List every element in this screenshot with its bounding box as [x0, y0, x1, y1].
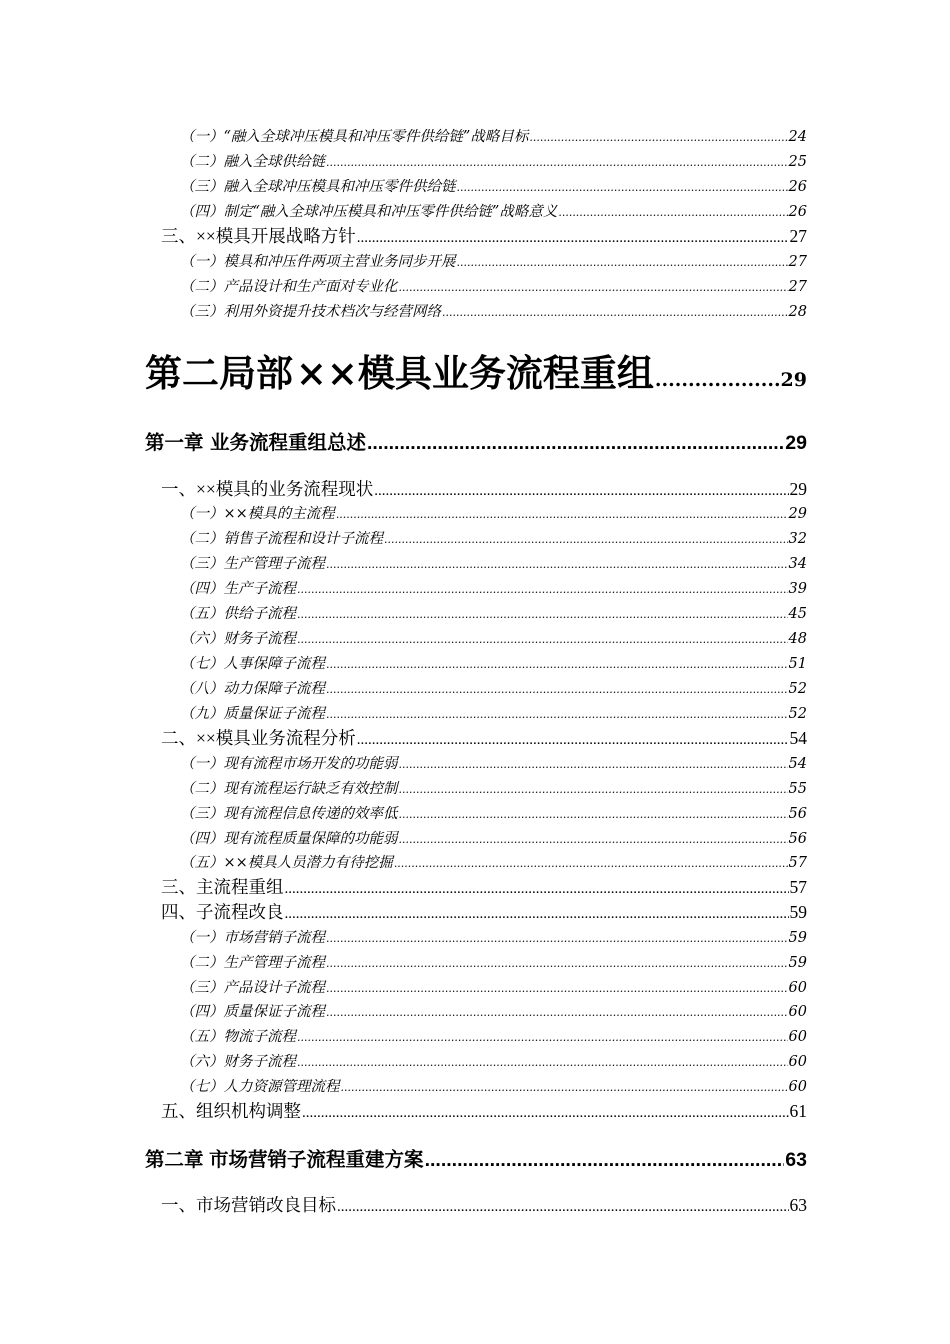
toc-entry-label: （二）现有流程运行缺乏有效控制: [180, 781, 398, 797]
toc-entry[interactable]: [180, 778, 807, 800]
toc-page-number: 59: [789, 902, 807, 922]
toc-chapter-prefix: 第一章: [145, 432, 204, 454]
toc-entry-label: （七）人力资源管理流程: [180, 1079, 340, 1095]
toc-entry-label: （三）现有流程信息传递的效率低: [180, 806, 398, 822]
toc-page-number: 28: [788, 304, 807, 320]
toc-leader-dots: [297, 1051, 788, 1074]
toc-leader-dots: [297, 578, 788, 601]
toc-leader-dots: [326, 678, 788, 701]
toc-page-number: 51: [788, 656, 807, 672]
toc-leader-dots: [558, 201, 787, 224]
toc-page-number: 48: [788, 631, 807, 647]
toc-entry-label: （一）市场营销子流程: [180, 930, 325, 946]
toc-entry[interactable]: [180, 528, 807, 550]
toc-leader-dots: [374, 477, 788, 504]
toc-entry-label: （四）质量保证子流程: [180, 1004, 325, 1020]
toc-entry-label: （一）现有流程市场开发的功能弱: [180, 756, 398, 772]
toc-leader-dots: [297, 1026, 788, 1049]
toc-leader-dots: [326, 151, 788, 174]
toc-page-number: 27: [788, 279, 807, 295]
toc-entry[interactable]: [180, 1026, 807, 1048]
toc-entry[interactable]: [180, 276, 807, 298]
toc-page-number: 63: [785, 1149, 807, 1171]
toc-entry[interactable]: [180, 803, 807, 825]
toc-section-label: 三、××模具开展战略方针: [161, 226, 356, 246]
toc-entry-label: （二）融入全球供给链: [180, 154, 325, 170]
toc-entry[interactable]: [180, 952, 807, 974]
toc-chapter-title: 业务流程重组总述: [209, 432, 366, 454]
toc-page-number: 59: [788, 930, 807, 946]
toc-page-number: 59: [788, 955, 807, 971]
toc-page-number: 26: [788, 179, 807, 195]
toc-section-label: 二、××模具业务流程分析: [161, 728, 356, 748]
toc-entry-label: （三）生产管理子流程: [180, 556, 325, 572]
toc-entry-label: （五）供给子流程: [180, 606, 296, 622]
toc-entry-label: （二）产品设计和生产面对专业化: [180, 279, 398, 295]
toc-leader-dots: [341, 1076, 788, 1099]
toc-section[interactable]: [161, 900, 807, 925]
toc-entry[interactable]: [180, 1001, 807, 1023]
toc-page-number: 29: [785, 432, 807, 454]
toc-leader-dots: [285, 900, 789, 927]
toc-part-heading[interactable]: [145, 348, 807, 398]
toc-page-number: 54: [789, 728, 807, 748]
toc-section-label: 一、市场营销改良目标: [161, 1195, 336, 1215]
toc-entry[interactable]: [180, 603, 807, 625]
toc-entry[interactable]: [180, 1076, 807, 1098]
toc-section-label: 三、主流程重组: [161, 877, 284, 897]
toc-leader-dots: [357, 726, 789, 753]
toc-page-number: 29: [788, 506, 807, 522]
toc-leader-dots: [367, 428, 784, 458]
toc-entry-label: （五）物流子流程: [180, 1029, 296, 1045]
toc-entry[interactable]: [180, 977, 807, 999]
toc-section[interactable]: [161, 1099, 807, 1124]
toc-leader-dots: [399, 803, 788, 826]
toc-page-number: 24: [788, 129, 807, 145]
toc-entry[interactable]: [180, 927, 807, 949]
toc-leader-dots: [425, 1145, 785, 1175]
toc-entry[interactable]: [180, 553, 807, 575]
toc-entry[interactable]: [180, 126, 807, 148]
toc-entry-label: （二）生产管理子流程: [180, 955, 325, 971]
toc-entry[interactable]: [180, 251, 807, 273]
toc-page-number: 39: [788, 581, 807, 597]
toc-entry-label: （一）××模具的主流程: [180, 506, 335, 522]
toc-entry[interactable]: [180, 151, 807, 173]
toc-entry-label: （四）生产子流程: [180, 581, 296, 597]
toc-entry-label: （四）现有流程质量保障的功能弱: [180, 831, 398, 847]
toc-chapter-heading[interactable]: [145, 428, 807, 458]
toc-entry-label: （一）模具和冲压件两项主营业务同步开展: [180, 254, 456, 270]
toc-section[interactable]: [161, 726, 807, 751]
toc-entry[interactable]: [180, 753, 807, 775]
toc-leader-dots: [442, 301, 788, 324]
toc-entry-label: （九）质量保证子流程: [180, 706, 325, 722]
toc-page-number: 32: [788, 531, 807, 547]
toc-leader-dots: [399, 828, 788, 851]
toc-page-number: 52: [788, 681, 807, 697]
toc-entry-label: （八）动力保障子流程: [180, 681, 325, 697]
toc-page-number: 26: [788, 204, 807, 220]
toc-leader-dots: [326, 553, 788, 576]
toc-entry[interactable]: [180, 678, 807, 700]
toc-leader-dots: [336, 503, 788, 526]
toc-entry[interactable]: [180, 176, 807, 198]
toc-leader-dots: [326, 927, 788, 950]
toc-chapter-prefix: 第二章: [145, 1149, 204, 1171]
toc-section[interactable]: [161, 875, 807, 900]
toc-entry[interactable]: [180, 852, 807, 874]
toc-entry[interactable]: [180, 1051, 807, 1073]
toc-page-number: 45: [788, 606, 807, 622]
toc-section[interactable]: [161, 224, 807, 249]
toc-section[interactable]: [161, 1193, 807, 1218]
toc-entry[interactable]: [180, 503, 807, 525]
toc-entry[interactable]: [180, 578, 807, 600]
toc-entry-label: （六）财务子流程: [180, 1054, 296, 1070]
toc-page-number: 55: [788, 781, 807, 797]
toc-page-number: 27: [789, 226, 807, 246]
toc-section-label: 四、子流程改良: [161, 902, 284, 922]
toc-page-number: 56: [788, 831, 807, 847]
toc-entry-label: （六）财务子流程: [180, 631, 296, 647]
toc-page-number: 60: [788, 1079, 807, 1095]
toc-leader-dots: [394, 852, 788, 875]
toc-leader-dots: [457, 176, 788, 199]
toc-leader-dots: [457, 251, 788, 274]
toc-entry-label: （四）制定“融入全球冲压模具和冲压零件供给链”战略意义: [180, 204, 558, 220]
toc-chapter-title: 市场营销子流程重建方案: [209, 1149, 424, 1171]
toc-section-label: 五、组织机构调整: [161, 1101, 301, 1121]
toc-leader-dots: [399, 753, 788, 776]
toc-page-number: 57: [789, 877, 807, 897]
toc-entry[interactable]: [180, 828, 807, 850]
toc-leader-dots: [326, 1001, 788, 1024]
toc-page-number: 54: [788, 756, 807, 772]
toc-part-prefix: 第二局部: [145, 351, 293, 395]
toc-leader-dots: [302, 1099, 789, 1126]
toc-leader-dots: [297, 628, 788, 651]
toc-leader-dots: [285, 875, 789, 902]
toc-page-number: 60: [788, 1004, 807, 1020]
toc-leader-dots: [357, 224, 789, 251]
toc-leader-dots: [326, 952, 788, 975]
toc-leader-dots: [655, 348, 780, 405]
toc-page-number: 52: [788, 706, 807, 722]
toc-entry-label: （三）利用外资提升技术档次与经营网络: [180, 304, 441, 320]
toc-page-number: 29: [789, 479, 807, 499]
toc-page-number: 34: [788, 556, 807, 572]
toc-page-number: 29: [780, 369, 807, 391]
toc-entry-label: （一）“融入全球冲压模具和冲压零件供给链”战略目标: [180, 129, 529, 145]
toc-page-number: 61: [789, 1101, 807, 1121]
toc-leader-dots: [384, 528, 788, 551]
toc-entry[interactable]: [180, 201, 807, 223]
toc-page-number: 60: [788, 1029, 807, 1045]
toc-part-title: ××模具业务流程重组: [295, 351, 654, 395]
toc-chapter-heading[interactable]: [145, 1145, 807, 1175]
toc-leader-dots: [326, 703, 788, 726]
toc-leader-dots: [529, 126, 787, 149]
toc-entry-label: （三）产品设计子流程: [180, 980, 325, 996]
toc-entry[interactable]: [180, 628, 807, 650]
toc-entry-label: （三）融入全球冲压模具和冲压零件供给链: [180, 179, 456, 195]
toc-leader-dots: [326, 977, 788, 1000]
toc-section[interactable]: [161, 477, 807, 502]
toc-page-number: 60: [788, 980, 807, 996]
toc-entry[interactable]: [180, 703, 807, 725]
toc-page-number: 60: [788, 1054, 807, 1070]
toc-leader-dots: [399, 778, 788, 801]
toc-page-number: 57: [788, 855, 807, 871]
toc-page-number: 25: [788, 154, 807, 170]
toc-leader-dots: [326, 653, 788, 676]
toc-page-number: 63: [789, 1195, 807, 1215]
toc-section-label: 一、××模具的业务流程现状: [161, 479, 374, 499]
toc-entry-label: （二）销售子流程和设计子流程: [180, 531, 383, 547]
toc-leader-dots: [297, 603, 788, 626]
toc-entry[interactable]: [180, 653, 807, 675]
toc-leader-dots: [399, 276, 788, 299]
toc-entry[interactable]: [180, 301, 807, 323]
toc-entry-label: （七）人事保障子流程: [180, 656, 325, 672]
toc-page-number: 56: [788, 806, 807, 822]
toc-page-number: 27: [788, 254, 807, 270]
toc-entry-label: （五）××模具人员潜力有待挖掘: [180, 855, 393, 871]
toc-leader-dots: [337, 1193, 789, 1220]
